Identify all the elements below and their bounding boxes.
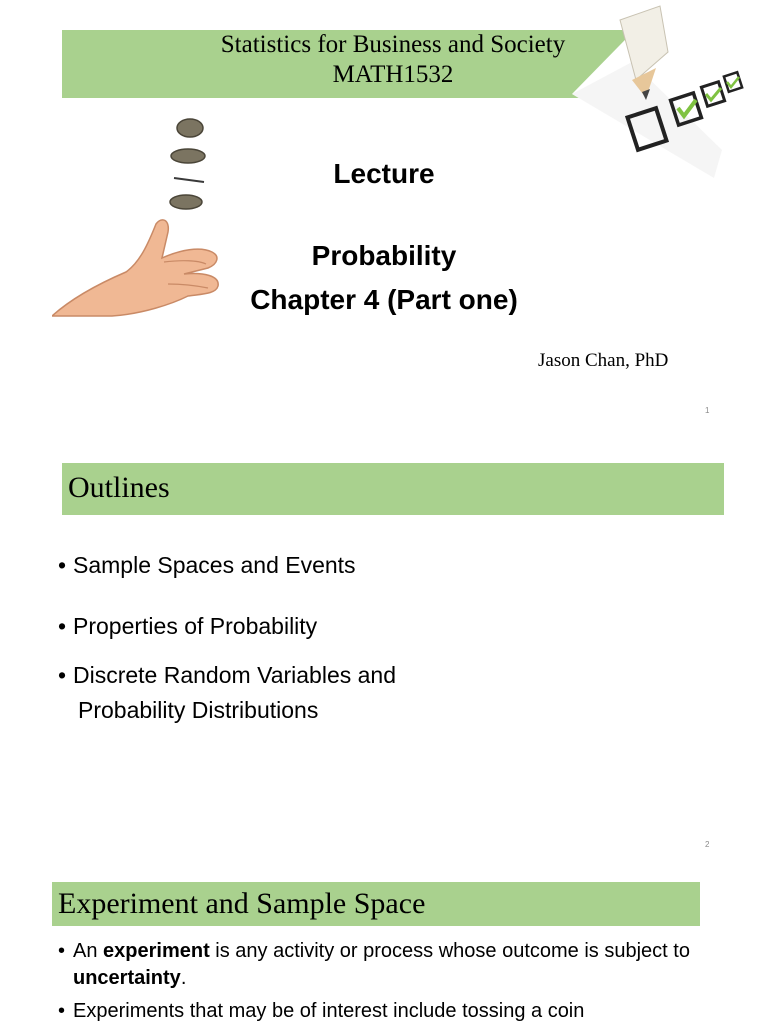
list-item-text: Experiments that may be of interest include tossing a coin	[73, 1000, 585, 1022]
lecture-chapter: Chapter 4 (Part one)	[250, 284, 518, 315]
list-item	[58, 609, 396, 644]
list-item	[58, 938, 708, 992]
lecture-heading: Lecture	[333, 158, 435, 189]
list-item	[58, 548, 396, 583]
text-span: .	[180, 967, 187, 989]
course-title: Statistics for Business and Society	[220, 31, 566, 58]
course-code: MATH1532	[332, 61, 454, 88]
outline-list	[58, 548, 396, 728]
slide-experiment	[0, 860, 768, 1024]
term-uncertainty: uncertainty	[73, 967, 181, 989]
list-item-text: Sample Spaces and Events	[73, 552, 356, 578]
author-name: Jason Chan, PhD	[538, 350, 669, 371]
list-item-text: Properties of Probability	[73, 613, 318, 639]
list-item-text: • Discrete Random Variables and	[73, 662, 397, 688]
slide-outlines	[0, 430, 768, 860]
page-number: 2	[705, 840, 710, 849]
list-item	[58, 998, 708, 1025]
slide-title: Outlines	[68, 471, 170, 504]
experiment-list	[58, 938, 708, 1031]
text-span: An	[73, 940, 104, 962]
term-experiment: experiment	[103, 940, 210, 962]
slide-title: Experiment and Sample Space	[58, 887, 426, 920]
slide-title	[0, 0, 768, 430]
list-item	[58, 658, 396, 728]
checklist-pencil-icon	[572, 0, 768, 180]
lecture-topic: Probability	[311, 240, 457, 271]
list-item-text-continued: Probability Distributions	[78, 697, 319, 723]
page-number: 1	[705, 406, 710, 415]
text-span: is any activity or process whose outcome is subject to	[209, 940, 690, 962]
